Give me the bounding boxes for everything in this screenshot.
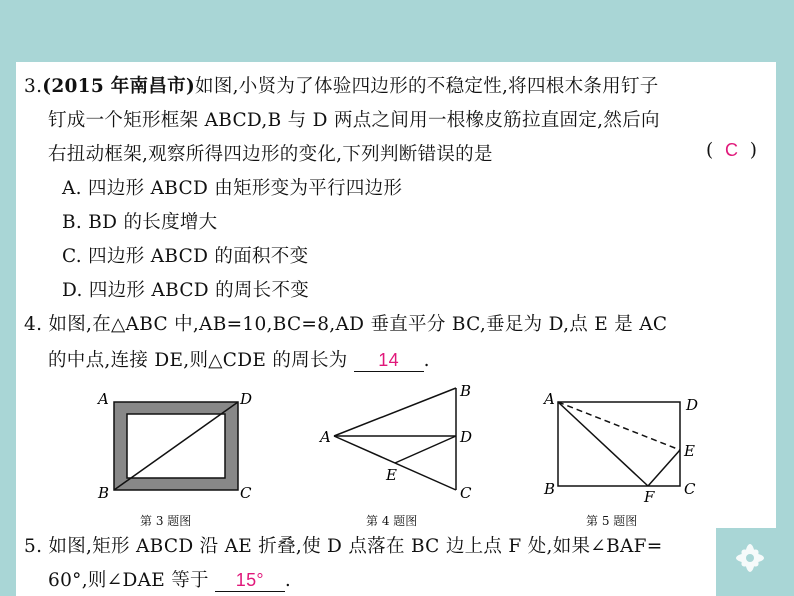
- q3-answer: C: [724, 140, 738, 160]
- fig3-label-d: D: [240, 392, 253, 408]
- fig3-caption: 第 3 题图: [140, 514, 192, 528]
- q3-line3: 右扭动框架,观察所得四边形的变化,下列判断错误的是: [48, 144, 493, 165]
- fig5-label-a: A: [544, 390, 555, 408]
- fig3-label-b: B: [98, 484, 110, 502]
- fig5-label-f: F: [644, 488, 655, 504]
- q4-line2: 的中点,连接 DE,则△CDE 的周长为 14 .: [48, 350, 430, 371]
- figure-3: [96, 392, 266, 502]
- figure-4: [306, 382, 486, 502]
- question-sheet: [16, 62, 776, 528]
- q5-line2: 60°,则∠DAE 等于 15° .: [48, 570, 292, 591]
- fig4-caption: 第 4 题图: [366, 514, 418, 528]
- fig4-label-c: C: [460, 484, 472, 502]
- fig5-label-d: D: [686, 396, 699, 414]
- q5-line1: 5. 如图,矩形 ABCD 沿 AE 折叠,使 D 点落在 BC 边上点 F 处,如果∠BAF=: [24, 536, 663, 557]
- fig5-caption: 第 5 题图: [586, 514, 638, 528]
- fig4-label-b: B: [460, 382, 472, 400]
- figure-5: [536, 388, 716, 504]
- fig4-label-a: A: [320, 428, 331, 446]
- q5-answer: 15°: [235, 570, 264, 590]
- fig5-label-e: E: [684, 442, 695, 460]
- q4-line1: 4. 如图,在△ABC 中,AB=10,BC=8,AD 垂直平分 BC,垂足为 D,点 E 是 AC: [24, 314, 668, 335]
- question-sheet-bottom: [16, 528, 716, 596]
- q3-line1: 3.(2015 年南昌市)如图,小贤为了体验四边形的不稳定性,将四根木条用钉子: [24, 76, 659, 97]
- q3-option-c: C. 四边形 ABCD 的面积不变: [62, 246, 309, 267]
- q3-option-d: D. 四边形 ABCD 的周长不变: [62, 280, 310, 301]
- fig5-label-c: C: [684, 480, 696, 498]
- fig4-label-e: E: [386, 466, 397, 484]
- fig3-label-c: C: [240, 484, 252, 502]
- q3-answer-bracket: ( C ): [706, 140, 757, 161]
- q3-option-b: B. BD 的长度增大: [62, 212, 218, 233]
- fig5-label-b: B: [544, 480, 556, 498]
- fig4-label-d: D: [460, 428, 473, 446]
- fig3-label-a: A: [98, 392, 109, 408]
- q3-line2: 钉成一个矩形框架 ABCD,B 与 D 两点之间用一根橡皮筋拉直固定,然后向: [48, 110, 660, 131]
- q4-answer: 14: [378, 350, 399, 370]
- q3-option-a: A. 四边形 ABCD 由矩形变为平行四边形: [62, 178, 403, 199]
